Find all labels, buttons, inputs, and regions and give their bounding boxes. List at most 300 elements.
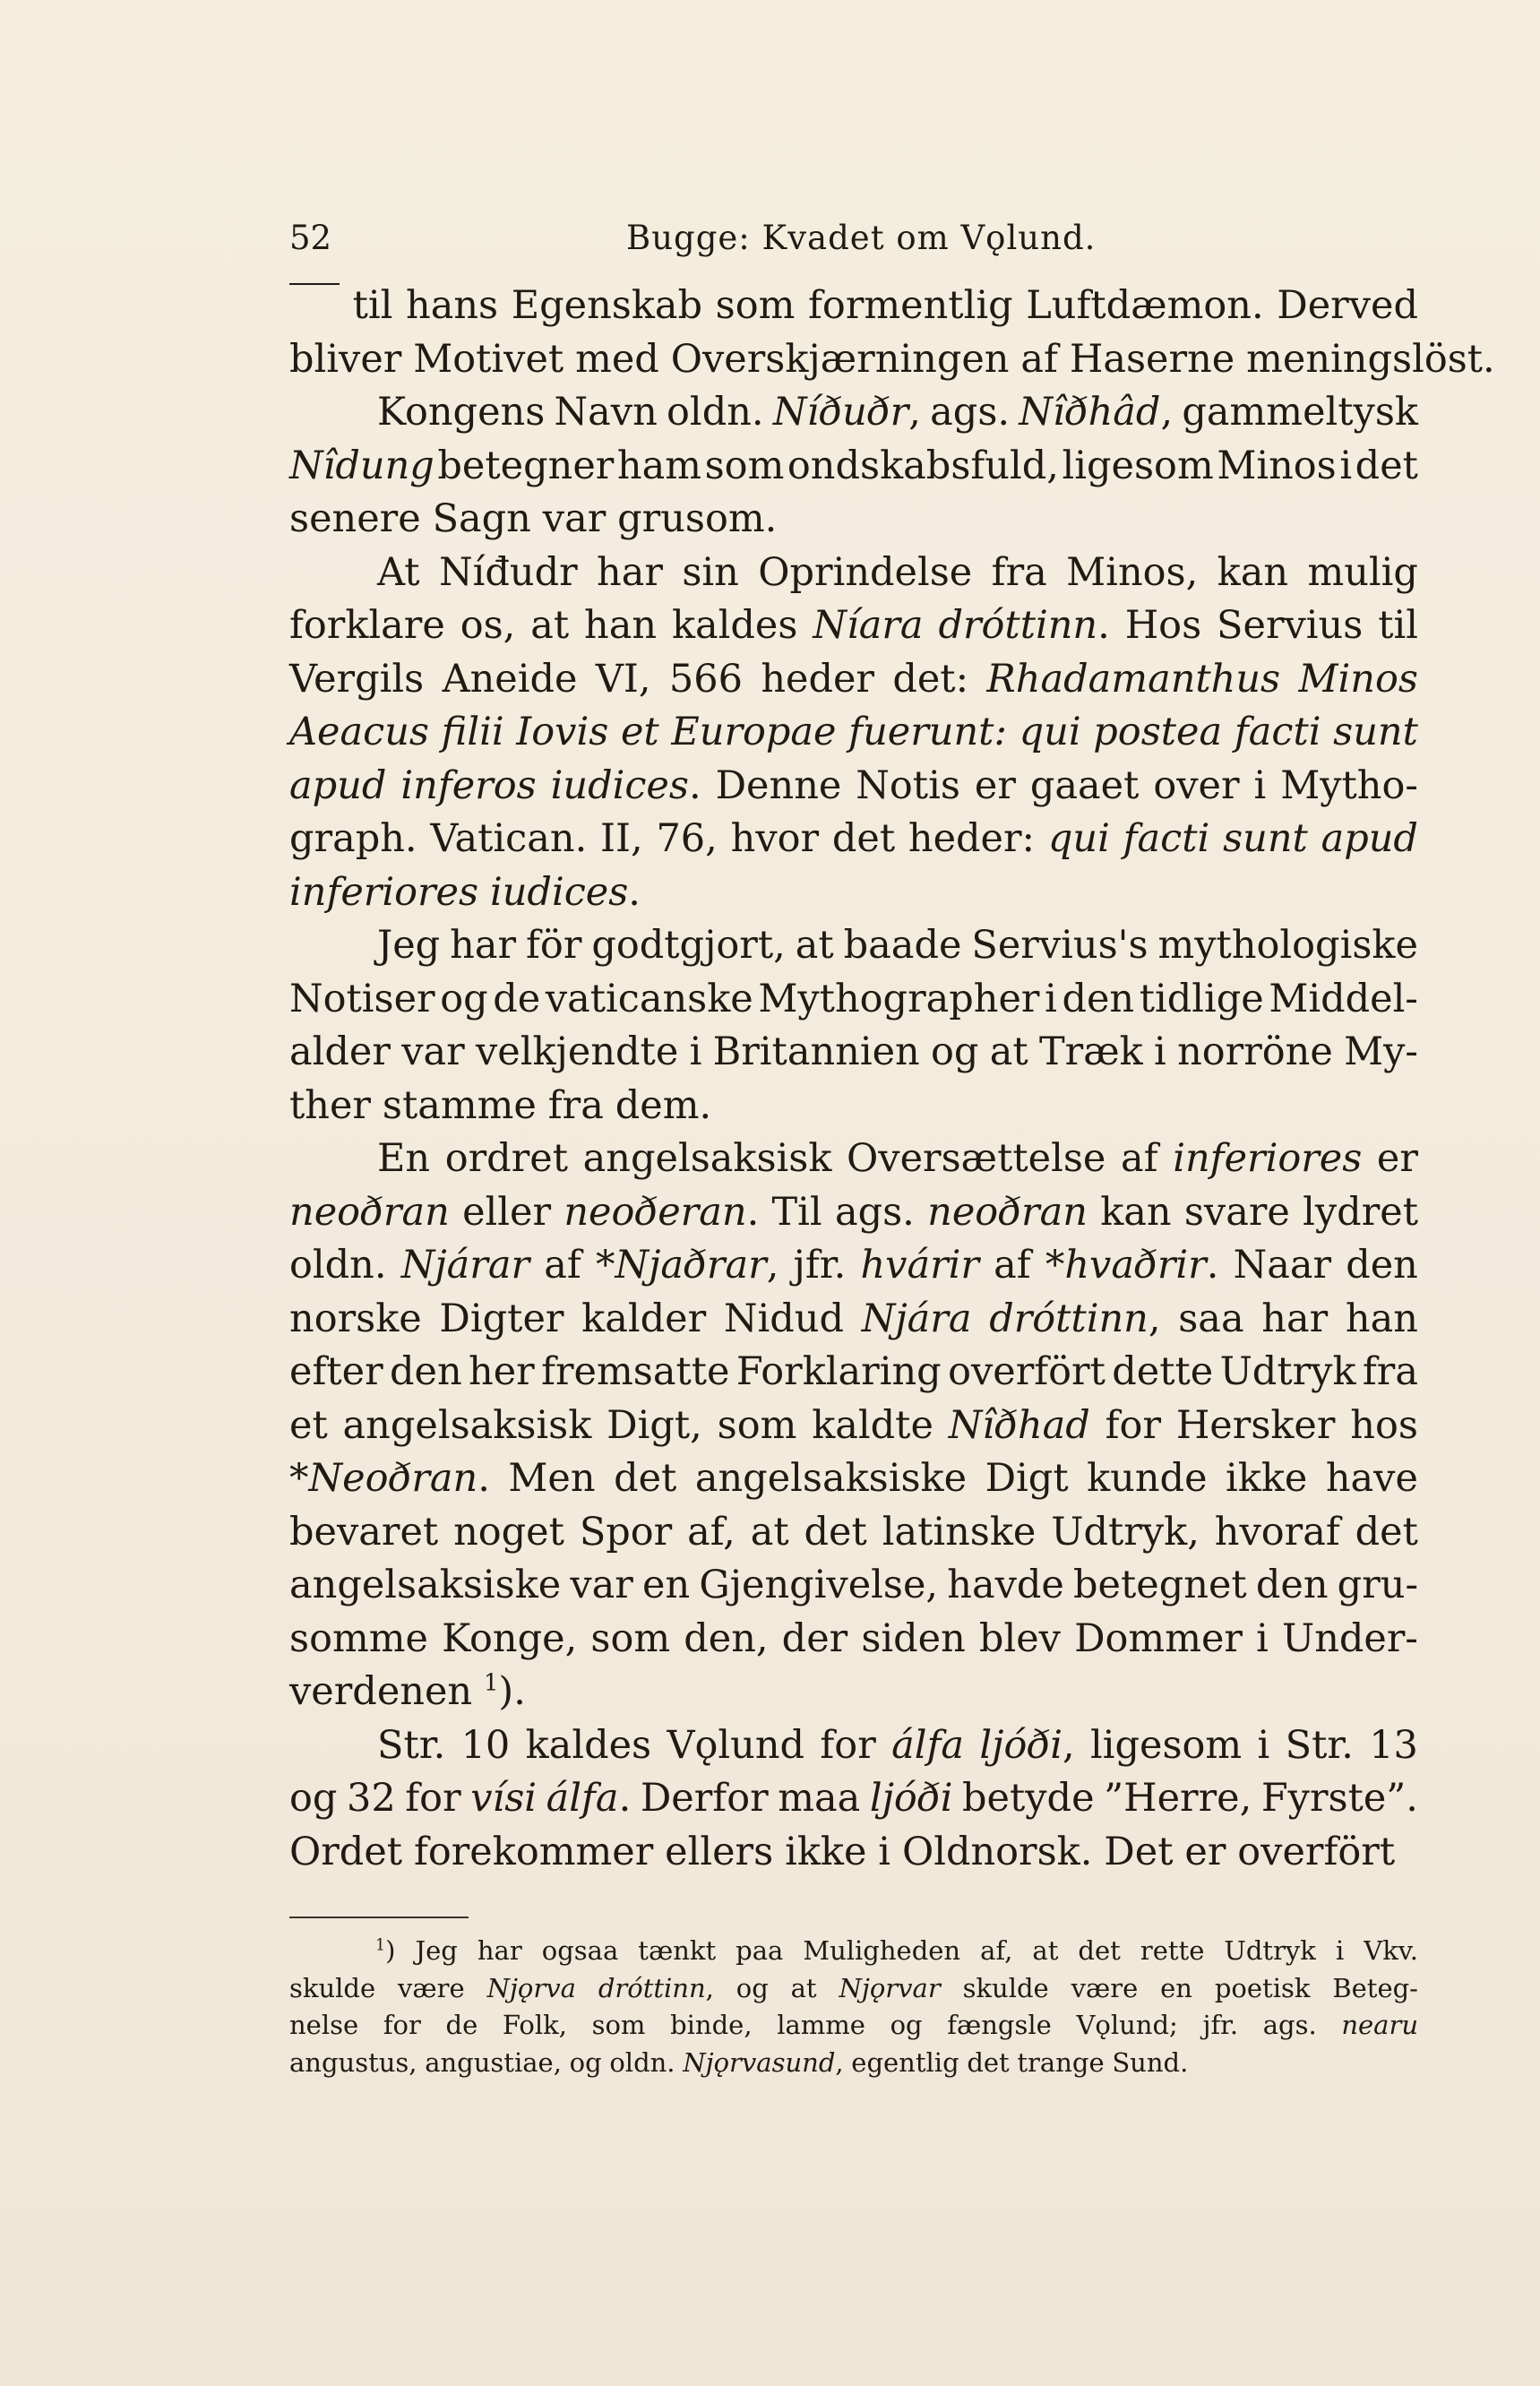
word: Mythographer [758,976,1040,1021]
text-line [289,547,1418,600]
word: dem. [615,1082,712,1128]
text-line [289,333,1495,387]
word: gaaet [1029,762,1140,808]
word: Forklaring [736,1349,942,1394]
word: eller [462,1189,552,1235]
text-line [289,706,1418,760]
word: somme [289,1615,428,1661]
word: at [530,603,570,648]
word: det [614,1456,677,1501]
word: inferiores [289,869,479,915]
word: *Njaðrar, [595,1243,779,1288]
text-line [289,866,1418,920]
word: Rhadamanthus [986,656,1281,702]
word: af [1121,1136,1158,1181]
word: 32 [346,1776,396,1821]
word: gru- [1337,1563,1418,1607]
word: angustus, [289,2046,417,2078]
word: er [974,762,1016,808]
word: Oversættelse [847,1136,1106,1181]
text-line [289,599,1418,653]
paragraph [289,1719,1418,1880]
word: i [1253,762,1267,808]
word: sunt [1223,816,1308,861]
word: $^1$) [375,1935,396,1966]
word: fængsle [947,2010,1052,2040]
word: for [405,1776,461,1821]
word: Notiser [289,976,435,1021]
text-line [289,280,1418,333]
word: som [590,1615,671,1661]
word: efter [289,1349,383,1394]
word: nearu [1341,2010,1418,2040]
word: angustiae, [425,2046,562,2078]
word: Udtryk [1219,1349,1356,1394]
word: hvoraf [1214,1509,1340,1555]
text-line [289,1133,1418,1186]
word: graph. [289,816,417,861]
word: Níara [813,603,924,648]
text-line [289,440,1418,494]
word: för [526,923,582,968]
text-line [289,1080,1418,1133]
text-line [289,493,1418,547]
word: den [390,1349,462,1394]
word: 566 [668,656,743,702]
word: Nîdung [289,443,434,488]
word: Sund. [1112,2046,1189,2078]
word: bevaret [289,1509,439,1555]
word: iudices. [489,869,641,915]
word: ags. [930,390,1011,435]
word: Egenskab [511,283,703,328]
word: og [890,2010,923,2040]
word: qui [1047,816,1110,861]
word: Vǫlund; [1076,2010,1178,2040]
word: Njára [861,1296,972,1341]
word: som [717,1402,797,1448]
word: den [1255,1563,1329,1607]
word: Spor [579,1509,673,1555]
word: Ordet [289,1829,403,1874]
word: Udtryk [1224,1935,1316,1966]
word: kan [1217,549,1289,595]
text-line [289,386,1418,440]
word: Njǫrvar [839,1972,941,2003]
word: et [289,1402,328,1448]
word: at [1032,1935,1059,1966]
text-line [289,1826,1418,1880]
word: i [1045,976,1057,1021]
word: álfa. [546,1776,632,1821]
word: for [383,2010,421,2040]
footnote-line [289,2007,1418,2045]
word: Kongens [377,390,546,435]
footnote-line [289,1970,1418,2008]
word: tidlige [1139,976,1264,1021]
word: kunde [1087,1456,1208,1501]
word: alder [289,1029,391,1074]
word: hvor [730,816,820,861]
word: Oprindelse [758,549,973,595]
word: kaldes [525,1722,652,1768]
word: overfört [948,1349,1106,1394]
word: mythologiske [1157,923,1418,968]
word: betegnet [1073,1563,1247,1607]
word: $^1$). [484,1669,526,1714]
word: ondskabsfuld, [787,443,1059,488]
text-line [289,1613,1418,1667]
word: Gjengivelse, [699,1563,939,1607]
word: hvárir [860,1243,979,1288]
word: er [1184,1829,1226,1874]
word: skulde [962,1972,1049,2003]
word: lydret [1303,1189,1418,1235]
word: Under- [1281,1615,1418,1661]
text-line [289,1400,1418,1453]
word: i [1256,1615,1269,1661]
em-dash [289,283,340,333]
word: havde [947,1563,1064,1607]
word: ellers [665,1829,774,1874]
word: meningslöst. [1246,336,1495,382]
word: fremsatte [541,1349,730,1394]
word: med [575,336,659,382]
word: overfört [1237,1829,1396,1874]
word: oldn. [609,2046,675,2078]
text-line [289,1772,1418,1826]
text-line [289,1506,1418,1560]
word: ikke [785,1829,867,1874]
word: velkjendte [476,1029,679,1074]
word: det [804,1509,867,1555]
word: Minos [1298,656,1418,702]
paragraph [289,547,1418,920]
word: lamme [777,2010,865,2040]
word: trange [1017,2046,1105,2078]
word: Vatican. [430,816,588,861]
word: at [790,1972,817,2003]
word: Jeg [377,923,441,968]
word: dróttinn, [989,1296,1161,1341]
word: Níđudr [438,549,578,595]
word: i [1339,443,1353,488]
word: har [597,549,663,595]
word: har [1261,1296,1329,1341]
word: og [736,1972,769,2003]
word: af [544,1243,581,1288]
word: og [289,1776,338,1821]
word: Minos, [1066,549,1199,595]
word: neoðran [927,1189,1088,1235]
word: Notis [856,762,960,808]
word: Udtryk, [1051,1509,1200,1555]
word: Fyrste”. [1260,1776,1418,1821]
word: er [1376,1136,1418,1181]
word: ”Herre, [1104,1776,1252,1821]
word: My- [1344,1029,1418,1074]
word: Muligheden [803,1935,961,1966]
text-line [289,1293,1418,1347]
word: Derved [1277,283,1418,328]
page-header [289,211,1418,265]
word: skulde [289,1972,376,2003]
word: svare [1183,1189,1290,1235]
word: neoðeran. [564,1189,760,1235]
paragraph [289,280,1495,386]
word: Konge, [442,1615,578,1661]
word: Europae [671,710,837,754]
word: det: [892,656,969,702]
body-text [289,280,1495,1879]
word: har [477,1935,522,1966]
word: Denne [715,762,842,808]
word: fra [547,1082,604,1128]
word: angelsaksiske [289,1563,562,1607]
word: Nîðhâd, [1019,390,1174,435]
word: Nidud [723,1296,844,1341]
word: og [931,1029,979,1074]
word: Haserne [1069,336,1235,382]
footnote-line [289,1933,1418,1970]
word: oldn. [667,390,764,435]
word: ordret [444,1136,568,1181]
word: den [1062,976,1135,1021]
word: som [591,2010,646,2040]
word: tænkt [638,1935,717,1966]
word: at [989,1029,1028,1074]
word: være [398,1972,465,2003]
word: Men [508,1456,596,1501]
word: Njǫrvasund, [683,2046,844,2078]
word: *Neoðran. [289,1456,490,1501]
word: kalder [581,1296,707,1341]
word: En [377,1136,431,1181]
page-number: 52 [289,219,332,257]
word: Nîðhad [948,1402,1090,1448]
word: Beteg- [1332,1972,1418,2003]
word: for [820,1722,876,1768]
word: en [1160,1972,1192,2003]
word: apud [1321,816,1418,861]
word: ther [289,1082,371,1128]
word: postea [1093,710,1223,754]
text-line [289,1026,1418,1080]
footnote-line [289,2045,1418,2082]
footnote [289,1933,1418,2081]
word: her [469,1349,535,1394]
word: neoðran [289,1189,450,1235]
word: Str. [377,1722,446,1768]
word: ags. [834,1189,915,1235]
text-line [289,1186,1418,1240]
word: blev [978,1615,1061,1661]
word: inferos [400,762,537,808]
word: Minos [1217,443,1337,488]
word: hans [406,283,499,328]
word: det [1355,1509,1418,1555]
word: i [878,1829,891,1874]
word: hos [1350,1402,1418,1448]
word: ligesom [1062,443,1214,488]
word: forklare [289,603,445,648]
word: til [352,283,393,328]
word: at [750,1509,789,1555]
word: álfa [891,1722,965,1768]
word: apud [289,762,387,808]
word: Folk, [502,2010,567,2040]
word: de [445,2010,478,2040]
word: Til [771,1189,822,1235]
word: mulig [1307,549,1418,595]
word: grusom. [617,496,778,541]
word: Servius's [971,923,1149,968]
word: det [1078,1935,1121,1966]
word: Digter [439,1296,564,1341]
word: Servius [1217,603,1364,648]
word: jfr. [1202,2010,1239,2040]
word: af [994,1243,1031,1288]
text-line [289,1559,1418,1613]
text-line [289,813,1418,866]
word: Vǫlund [667,1722,805,1768]
word: verdenen [289,1669,473,1714]
word: dette [1112,1349,1214,1394]
word: ligesom [1089,1722,1243,1768]
word: over [1153,762,1240,808]
word: 10 [460,1722,511,1768]
text-line [289,1666,1418,1719]
word: og [440,976,488,1021]
text-line [289,1719,1418,1773]
word: i [1154,1029,1166,1074]
footnote-rule [289,1917,469,1918]
word: af, [980,1935,1013,1966]
word: i [689,1029,702,1074]
text-line [289,973,1418,1027]
word: jfr. [793,1243,847,1288]
word: egentlig [851,2046,959,2078]
word: stamme [382,1082,537,1128]
word: paa [736,1935,784,1966]
word: Motivet [413,336,564,382]
word: det [1355,443,1418,488]
word: Vergils [289,656,425,702]
word: norröne [1177,1029,1333,1074]
word: facti [1123,816,1210,861]
text-line [289,653,1418,707]
word: fuerunt: [848,710,1007,754]
word: var [401,1029,465,1074]
word: At [377,549,420,595]
word: ljóði, [979,1722,1075,1768]
word: senere [289,496,421,541]
word: Middel- [1269,976,1418,1021]
word: siden [861,1615,966,1661]
word: rette [1140,1935,1205,1966]
word: kaldte [812,1402,933,1448]
word: ljóði [869,1776,953,1821]
word: var [570,1563,633,1607]
word: Navn [554,390,658,435]
word: Mytho- [1280,762,1418,808]
word: have [1325,1456,1418,1501]
word: betyde [962,1776,1095,1821]
word: var [542,496,607,541]
word: angelsaksisk [342,1402,592,1448]
word: det [967,2046,1010,2078]
word: vaticanske [545,976,753,1021]
word: latinske [882,1509,1037,1555]
word: Níðuðr, [772,390,921,435]
word: Hos [1124,603,1202,648]
word: af [1020,336,1058,382]
word: II, [600,816,643,861]
paragraph [289,919,1418,1133]
word: som [715,283,796,328]
word: af, [687,1509,736,1555]
word: 13 [1369,1722,1418,1768]
word: Digt, [607,1402,702,1448]
word: norske [289,1296,422,1341]
word: formentlig [808,283,1013,328]
word: sunt [1333,710,1418,754]
word: VI, [595,656,651,702]
word: Iovis [516,710,609,754]
word: kaldes [671,603,798,648]
word: Njárar [400,1243,530,1288]
word: angelsaksisk [582,1136,832,1181]
word: Derfor [640,1776,769,1821]
text-line [289,1239,1418,1293]
word: de [493,976,541,1021]
text-line [289,919,1418,973]
word: Aeacus [289,710,429,754]
word: forekommer [413,1829,654,1874]
word: filii [441,710,504,754]
word: at [795,923,834,968]
word: godtgjort, [591,923,786,968]
word: Træk [1038,1029,1143,1074]
text-line [289,760,1418,814]
word: iudices. [550,762,701,808]
word: gammeltysk [1182,390,1418,435]
word: heder: [908,816,1036,861]
word: oldn. [289,1243,387,1288]
word: os, [460,603,516,648]
word: den [1346,1243,1418,1288]
word: noget [453,1509,564,1555]
running-title: Bugge: Kvadet om Vǫlund. [626,219,1097,257]
word: har [450,923,517,968]
word: ags. [1262,2010,1317,2040]
word: til [1378,603,1418,648]
word: Vkv. [1364,1935,1418,1966]
word: Digt [985,1456,1069,1501]
word: baade [843,923,962,968]
word: facti [1234,710,1321,754]
word: Luftdæmon. [1026,283,1264,328]
word: dróttinn. [938,603,1110,648]
word: maa [778,1776,861,1821]
word: angelsaksiske [694,1456,968,1501]
word: saa [1178,1296,1244,1341]
word: for [1105,1402,1161,1448]
word: være [1071,1972,1139,2003]
word: 76, [656,816,718,861]
text-line [289,1452,1418,1506]
word: betegner [437,443,615,488]
